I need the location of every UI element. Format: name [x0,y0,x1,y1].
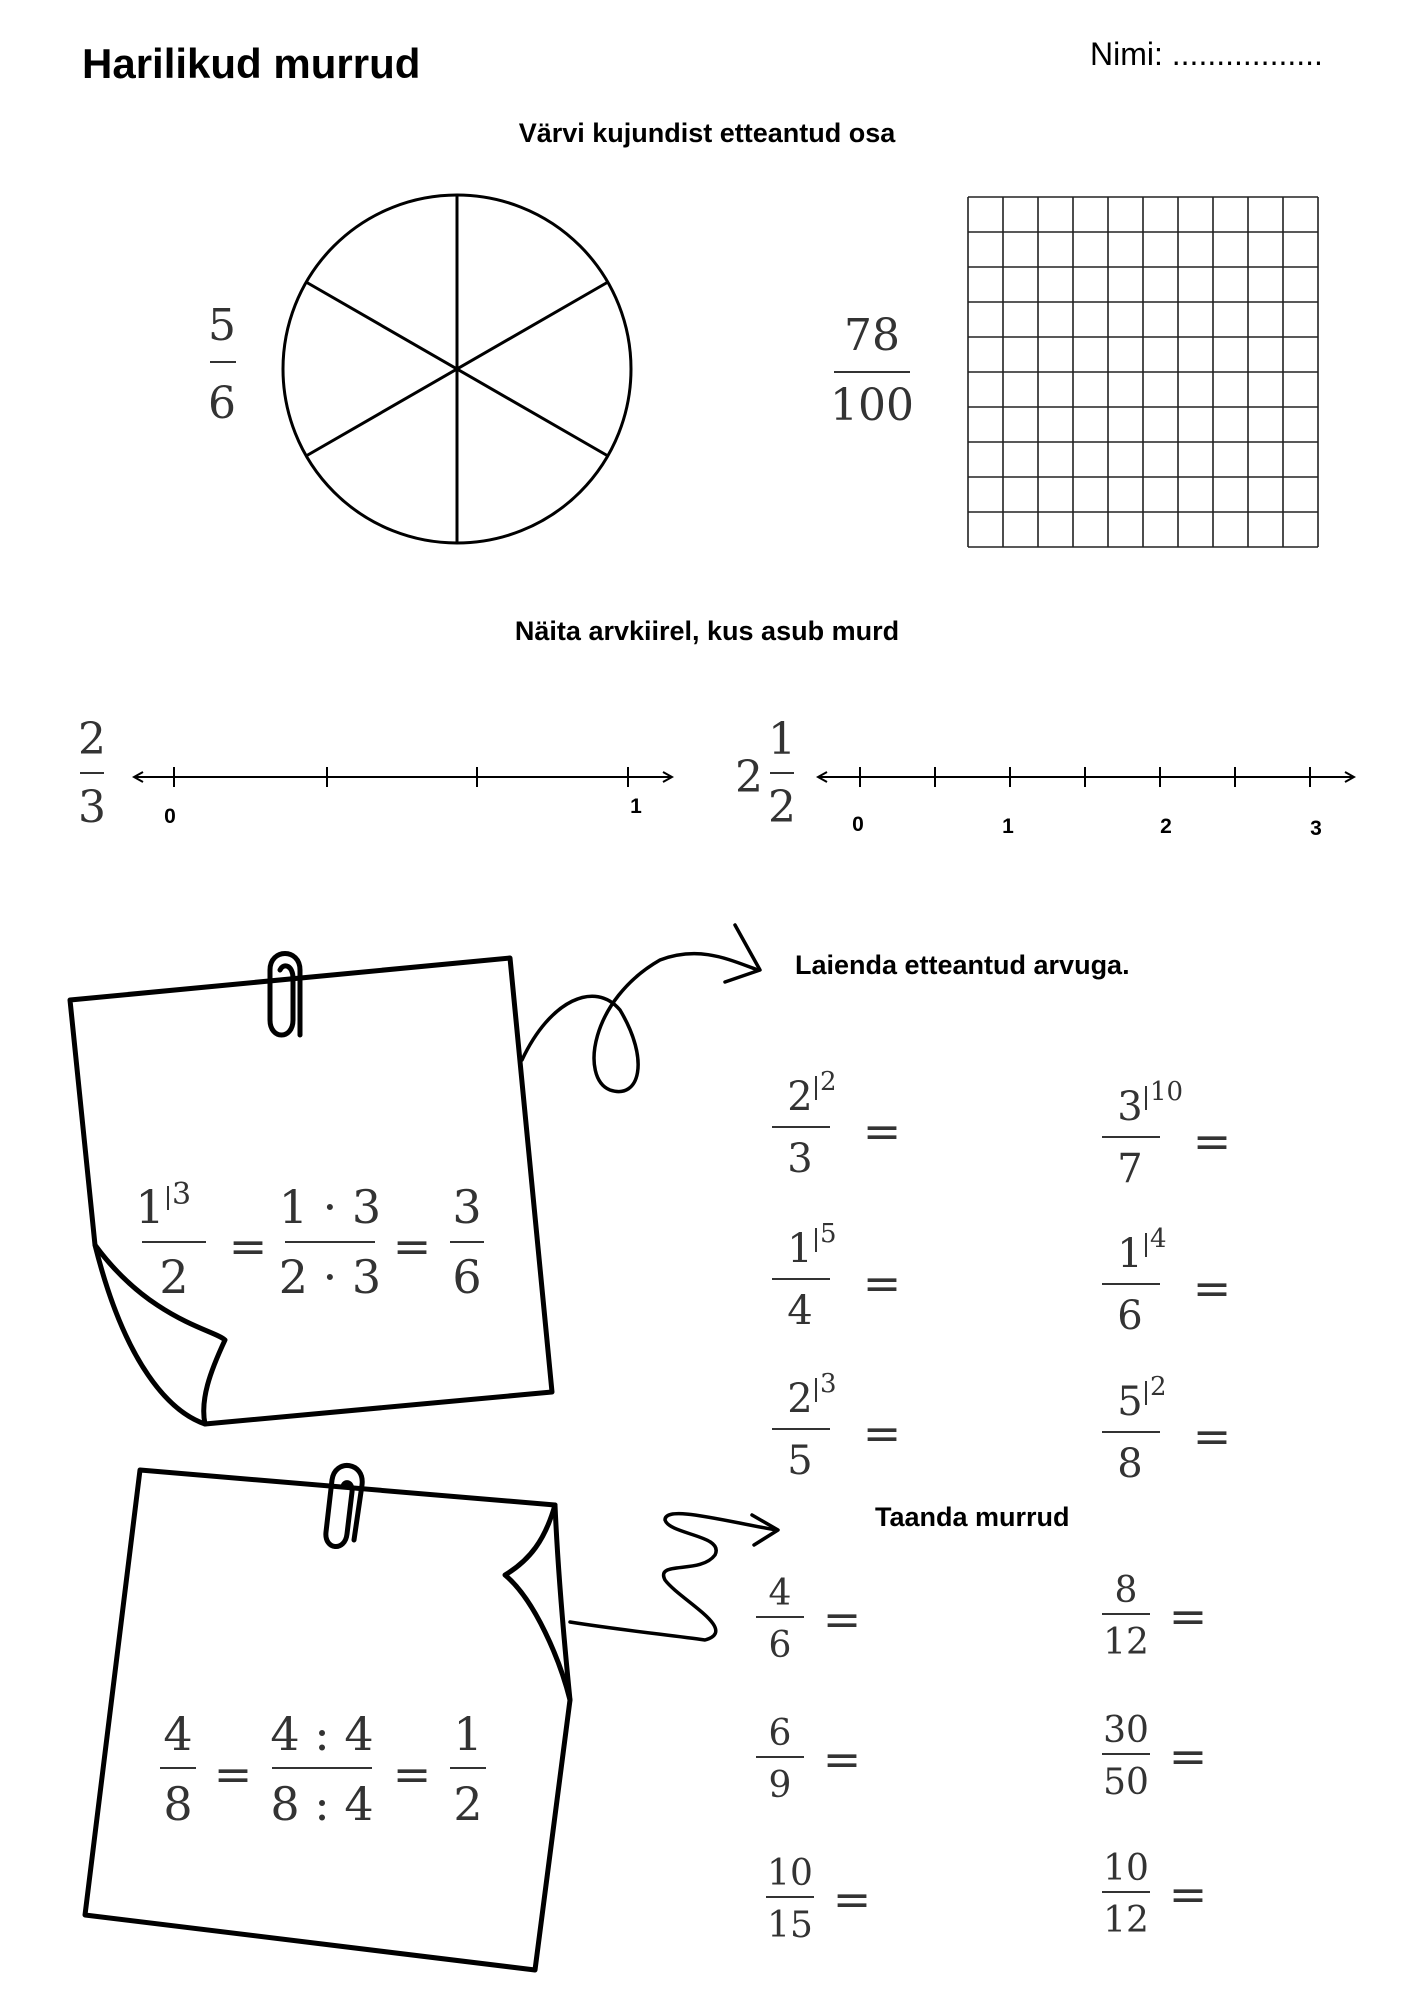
tick-label: 1 [1002,815,1014,838]
svg-text:=: = [213,1747,253,1801]
fraction-numerator: 6 [768,1713,792,1754]
section-heading-expand: Laienda etteantud arvuga. [795,950,1130,980]
fraction-numerator: 2 [787,1074,813,1120]
fraction-numerator: 78 [844,310,900,361]
fraction-numerator: 30 [1103,1710,1149,1751]
fraction-denominator: 50 [1103,1762,1149,1803]
section-heading-color-shape: Värvi kujundist etteantud osa [518,118,896,148]
svg-text:=: = [392,1747,432,1801]
svg-text:2: 2 [159,1250,189,1304]
expand-exercise-item[interactable] [772,1067,901,1182]
fraction-denominator: 5 [787,1438,813,1484]
curly-arrow-icon [522,925,760,1092]
fraction-numerator: 5 [1117,1379,1143,1425]
reduce-exercise-item[interactable] [1102,1710,1207,1803]
svg-text:1: 1 [453,1707,483,1761]
equals-sign: = [1192,1409,1232,1463]
svg-text:1 · 3: 1 · 3 [278,1180,382,1234]
fraction-denominator: 9 [768,1765,792,1806]
svg-text:2: 2 [78,714,106,765]
number-line-zero-to-one[interactable] [134,767,672,787]
reduce-example-equation [160,1707,486,1831]
reduce-exercise-item[interactable] [1102,1570,1207,1663]
curly-arrow-icon [570,1514,778,1640]
equals-sign: = [1168,1589,1208,1643]
reduce-exercise-item[interactable] [756,1573,861,1666]
svg-text:2: 2 [735,752,763,803]
equals-sign: = [1192,1261,1232,1315]
expansion-factor: 3 [820,1369,837,1399]
equals-sign: = [862,1256,902,1310]
tick-label: 0 [852,813,864,836]
svg-text:2 · 3: 2 · 3 [278,1250,382,1304]
fraction-numerator: 1 [787,1226,813,1272]
expand-exercises [772,1067,1231,1487]
expansion-factor: 2 [820,1067,837,1097]
fraction-two-thirds [78,714,106,833]
name-field-label: Nimi: ................. [1090,36,1323,72]
equals-sign: = [1192,1114,1232,1168]
tick-label: 3 [1310,817,1322,840]
fraction-denominator: 12 [1103,1900,1149,1941]
fraction-denominator: 3 [787,1136,813,1182]
fraction-denominator: 12 [1103,1622,1149,1663]
fraction-denominator: 6 [208,378,236,429]
equals-sign: = [822,1592,862,1646]
fraction-numerator: 4 [768,1573,792,1614]
reduce-exercises [756,1570,1207,1946]
expansion-factor: 2 [1150,1372,1167,1402]
svg-text:=: = [228,1219,268,1273]
paperclip-icon [326,1465,362,1546]
expand-exercise-item[interactable] [1102,1372,1231,1487]
svg-text:3: 3 [78,782,106,833]
number-line-zero-to-three[interactable] [818,767,1354,787]
fraction-numerator: 10 [767,1853,813,1894]
svg-text:3: 3 [172,1177,192,1212]
paperclip-icon [270,954,300,1036]
svg-text:1: 1 [768,714,796,765]
six-part-circle-shape[interactable] [283,195,631,543]
svg-text:4 : 4: 4 : 4 [270,1707,374,1761]
equals-sign: = [822,1732,862,1786]
fraction-denominator: 15 [767,1905,813,1946]
fraction-numerator: 5 [208,300,236,351]
svg-text:=: = [392,1219,432,1273]
fraction-five-sixths [208,300,236,429]
fraction-numerator: 8 [1114,1570,1138,1611]
fraction-numerator: 3 [1117,1084,1143,1130]
svg-text:4: 4 [163,1707,193,1761]
fraction-denominator: 7 [1117,1146,1143,1192]
fraction-denominator: 4 [787,1288,813,1334]
section-heading-number-line: Näita arvkiirel, kus asub murd [514,616,900,646]
fraction-numerator: 1 [1117,1231,1143,1277]
fraction-denominator: 100 [830,380,914,431]
tick-label: 1 [630,795,642,818]
svg-text:8: 8 [163,1777,193,1831]
reduce-exercise-item[interactable] [1102,1848,1207,1941]
svg-text:2: 2 [768,782,796,833]
expand-exercise-item[interactable] [772,1219,901,1334]
expansion-factor: 10 [1150,1077,1184,1107]
reduce-exercise-item[interactable] [766,1853,871,1946]
page-title: Harilikud murrud [82,40,421,87]
tick-label: 0 [164,805,176,828]
equals-sign: = [832,1872,872,1926]
expand-exercise-item[interactable] [1102,1224,1231,1339]
hundred-square-grid[interactable] [968,197,1318,547]
mixed-number-two-and-half [735,714,796,833]
fraction-denominator: 6 [768,1625,792,1666]
equals-sign: = [1168,1729,1208,1783]
section-heading-reduce: Taanda murrud [875,1502,1070,1532]
fraction-denominator: 6 [1117,1293,1143,1339]
expansion-factor: 5 [820,1219,837,1249]
fraction-numerator: 10 [1103,1848,1149,1889]
fraction-78-hundredths [830,310,914,431]
svg-text:2: 2 [453,1777,483,1831]
equals-sign: = [862,1104,902,1158]
svg-text:3: 3 [452,1180,482,1234]
fraction-denominator: 8 [1117,1441,1143,1487]
expand-exercise-item[interactable] [772,1369,901,1484]
svg-text:8 : 4: 8 : 4 [270,1777,374,1831]
fraction-numerator: 2 [787,1376,813,1422]
svg-text:6: 6 [452,1250,482,1304]
expansion-factor: 4 [1150,1224,1167,1254]
expand-example-equation [135,1177,484,1304]
svg-text:1: 1 [135,1180,165,1234]
tick-label: 2 [1160,815,1172,838]
equals-sign: = [1168,1867,1208,1921]
equals-sign: = [862,1406,902,1460]
expand-exercise-item[interactable] [1102,1077,1231,1192]
reduce-exercise-item[interactable] [756,1713,861,1806]
